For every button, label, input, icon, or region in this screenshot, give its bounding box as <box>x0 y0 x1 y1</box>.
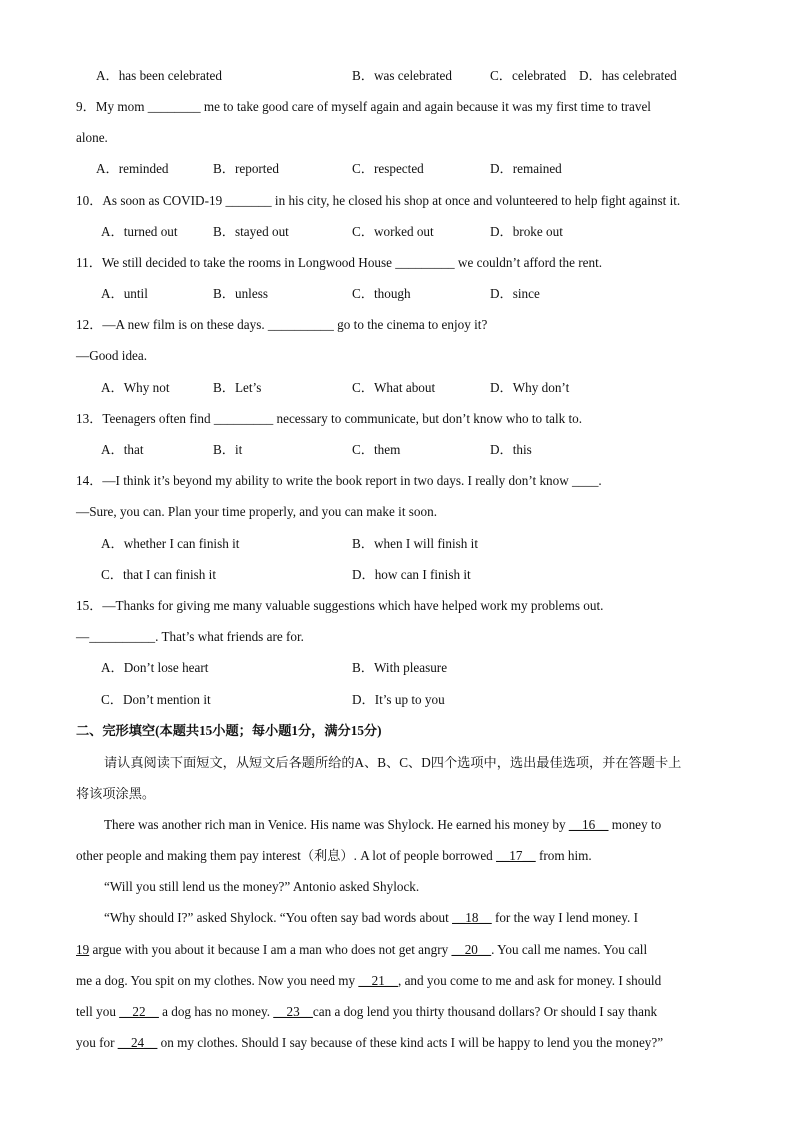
q12-option-a: A．Why not <box>101 380 170 395</box>
passage-line-7 <box>76 1003 657 1021</box>
q11-option-a: A．until <box>101 286 148 301</box>
blank-21: __21__ <box>358 973 398 988</box>
q14-option-a: A．whether I can finish it <box>101 536 240 551</box>
section-heading: 二、完形填空(本题共15小题；每小题1分，满分15分) <box>76 723 382 738</box>
q9-option-d: D．remained <box>490 161 562 176</box>
blank-17: __17__ <box>496 848 536 863</box>
q13-option-a: A．that <box>101 442 144 457</box>
text-span: can a dog lend you thirty thousand dollars? Or should I say thank <box>312 1004 658 1019</box>
q15-option-c: C．Don’t mention it <box>101 692 211 707</box>
q9-option-a: A．reminded <box>96 161 169 176</box>
blank-24: __24__ <box>117 1035 158 1050</box>
text-span: tell you <box>76 1004 120 1019</box>
passage-line-1 <box>104 816 661 834</box>
text-span: money to <box>608 817 662 832</box>
section-instructions-cont: 将该项涂黑。 <box>76 786 156 801</box>
q14-stem: 14．—I think it’s beyond my ability to write the book report in two days. I really don’t know ____. <box>76 473 602 488</box>
q9-option-c: C．respected <box>352 161 424 176</box>
q15-option-b: B．With pleasure <box>352 660 448 675</box>
q8-option-d: D．has celebrated <box>579 68 677 83</box>
q8-option-a: A．has been celebrated <box>96 68 222 83</box>
q10-option-b: B．stayed out <box>213 224 289 239</box>
q15-stem-reply: —__________. That’s what friends are for. <box>76 629 304 644</box>
q11-option-d: D．since <box>490 286 540 301</box>
q9-stem: 9．My mom ________ me to take good care of myself again and again because it was my first time to travel <box>76 99 651 114</box>
text-span: on my clothes. Should I say because of these kind acts I will be happy to lend you the money?” <box>157 1035 664 1050</box>
blank-20: __20__ <box>451 942 492 957</box>
q10-option-d: D．broke out <box>490 224 563 239</box>
q11-stem: 11．We still decided to take the rooms in Longwood House _________ we couldn’t afford the rent. <box>76 255 603 270</box>
text-span: for the way I lend money. I <box>491 910 642 925</box>
text-span: “Why should I?” asked Shylock. “You often say bad words about <box>104 910 453 925</box>
q9-option-b: B．reported <box>213 161 279 176</box>
q10-option-c: C．worked out <box>352 224 434 239</box>
text-span: you for <box>76 1035 118 1050</box>
q15-option-d: D．It’s up to you <box>352 692 445 707</box>
blank-16: __16__ <box>568 817 609 832</box>
q13-stem: 13．Teenagers often find _________ necessary to communicate, but don’t know who to talk to. <box>76 411 583 426</box>
blank-23: __23__ <box>273 1004 313 1019</box>
q12-stem-reply: —Good idea. <box>76 348 148 363</box>
passage-line-5 <box>76 941 647 959</box>
q14-option-b: B．when I will finish it <box>352 536 479 551</box>
q15-stem: 15．—Thanks for giving me many valuable suggestions which have helped work my problems out. <box>76 598 604 613</box>
text-span: me a dog. You spit on my clothes. Now you need my <box>76 973 359 988</box>
q11-option-b: B．unless <box>213 286 268 301</box>
passage-line-2 <box>76 847 592 865</box>
q13-option-b: B．it <box>213 442 243 457</box>
q12-option-c: C．What about <box>352 380 436 395</box>
text-span: argue with you about it because I am a man who does not get angry <box>89 942 452 957</box>
blank-22: __22__ <box>119 1004 159 1019</box>
q13-option-d: D．this <box>490 442 532 457</box>
q14-stem-reply: —Sure, you can. Plan your time properly, and you can make it soon. <box>76 504 437 519</box>
q15-option-a: A．Don’t lose heart <box>101 660 209 675</box>
q10-option-a: A．turned out <box>101 224 178 239</box>
section-instructions: 请认真阅读下面短文，从短文后各题所给的A、B、C、D四个选项中，选出最佳选项，并在答题卡上 <box>104 755 682 770</box>
text-span: There was another rich man in Venice. His name was Shylock. He earned his money by <box>104 817 569 832</box>
passage-line-3: “Will you still lend us the money?” Antonio asked Shylock. <box>104 879 420 894</box>
text-span: a dog has no money. <box>158 1004 274 1019</box>
text-span: . You call me names. You call <box>491 942 648 957</box>
q13-option-c: C．them <box>352 442 401 457</box>
q8-option-c: C．celebrated <box>490 68 567 83</box>
q11-option-c: C．though <box>352 286 411 301</box>
blank-18: __18__ <box>452 910 492 925</box>
q14-option-c: C．that I can finish it <box>101 567 217 582</box>
text-span: other people and making them pay interest（利息）. A lot of people borrowed <box>76 848 497 863</box>
q10-stem: 10．As soon as COVID-19 _______ in his city, he closed his shop at once and volunteered to help fight against it. <box>76 193 681 208</box>
passage-line-6 <box>76 972 661 990</box>
blank-19: 19 <box>76 942 90 957</box>
q12-option-b: B．Let’s <box>213 380 262 395</box>
q8-option-b: B．was celebrated <box>352 68 452 83</box>
q12-stem: 12．—A new film is on these days. __________ go to the cinema to enjoy it? <box>76 317 488 332</box>
text-span: , and you come to me and ask for money. I should <box>397 973 662 988</box>
q12-option-d: D．Why don’t <box>490 380 570 395</box>
q9-stem-cont: alone. <box>76 130 108 145</box>
text-span: from him. <box>535 848 592 863</box>
q14-option-d: D．how can I finish it <box>352 567 471 582</box>
passage-line-4 <box>104 909 641 927</box>
passage-line-8 <box>76 1034 663 1052</box>
